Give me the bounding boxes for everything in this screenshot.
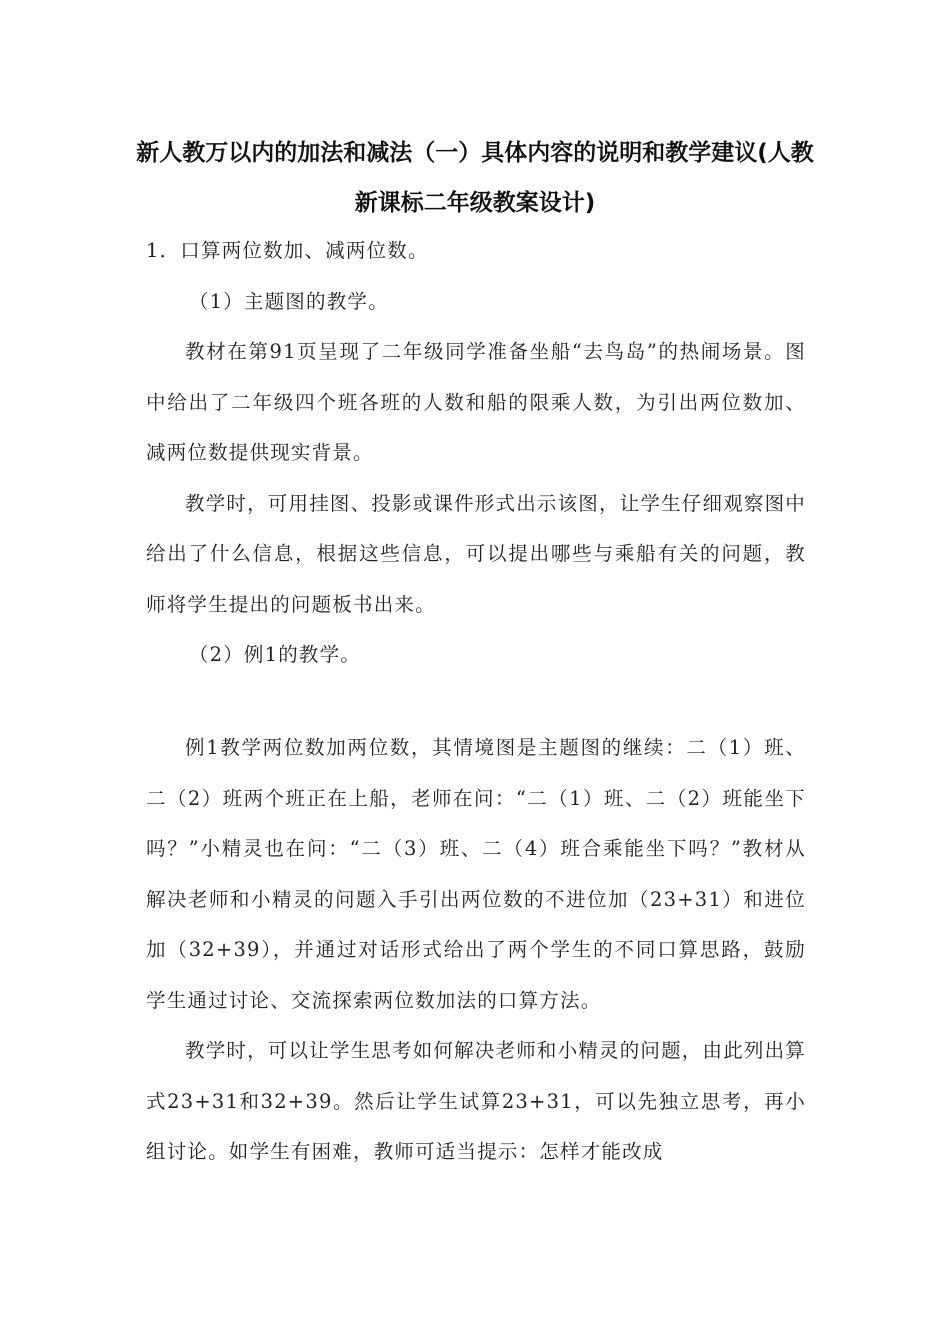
section-heading: 1．口算两位数加、减两位数。 <box>146 239 429 262</box>
paragraph: 教学时，可用挂图、投影或课件形式出示该图，让学生仔细观察图中给出了什么信息，根据这些信息，可以提出哪些与乘船有关的问题，教师将学生提出的问题板书出来。 <box>146 491 807 616</box>
subsection-heading: （1）主题图的教学。 <box>188 289 389 313</box>
document-body-top <box>146 226 806 681</box>
subsection-heading: （2）例1的教学。 <box>188 643 362 666</box>
document-body-bottom <box>146 723 806 1178</box>
document-title: 新人教万以内的加法和减法（一）具体内容的说明和教学建议(人教新课标二年级教案设计) <box>136 140 814 216</box>
paragraph: 教材在第91页呈现了二年级同学准备坐船“去鸟岛”的热闹场景。图中给出了二年级四个班各班的人数和船的限乘人数，为引出两位数加、减两位数提供现实背景。 <box>146 340 806 464</box>
paragraph: 例1教学两位数加两位数，其情境图是主题图的继续：二（1）班、二（2）班两个班正在上船，老师在问：“二（1）班、二（2）班能坐下吗？”小精灵也在问：“二（3）班、二（4）班合乘能坐下吗？”教材从解决老师和小精灵的问题入手引出两位数的不进位加（23+31）和进位加（32+39），并通过对话形式给出了两个学生的不同口算思路，鼓励学生通过讨论、交流探索两位数加法的口算方法。 <box>146 736 806 1012</box>
paragraph: 教学时，可以让学生思考如何解决老师和小精灵的问题，由此列出算式23+31和32+39。然后让学生试算23+31，可以先独立思考，再小组讨论。如学生有困难，教师可适当提示：怎样才能改成 <box>146 1039 807 1163</box>
